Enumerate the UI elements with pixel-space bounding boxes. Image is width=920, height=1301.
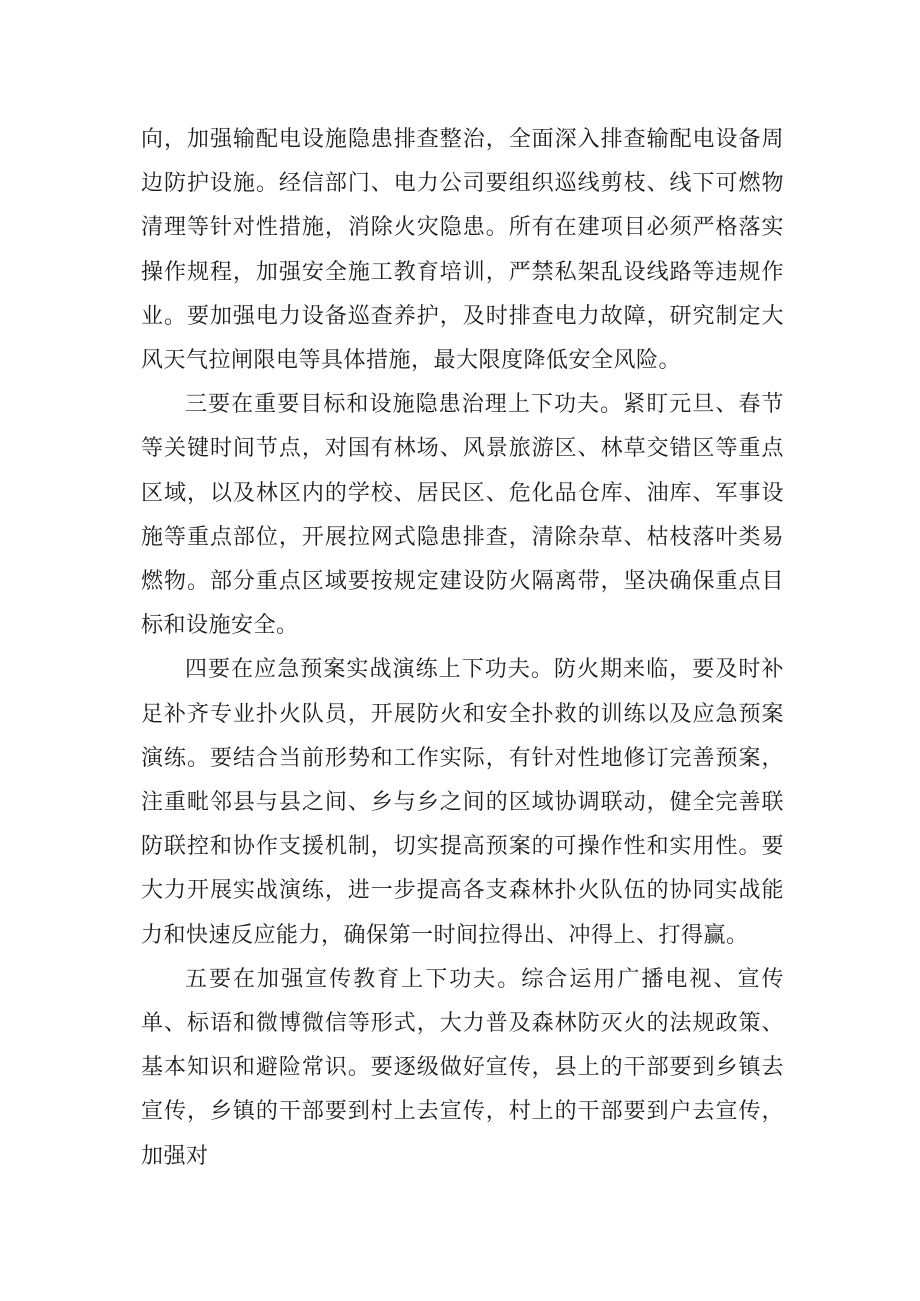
paragraph-item-five: 五要在加强宣传教育上下功夫。综合运用广播电视、宣传单、标语和微博微信等形式，大力普及森林防灭火的法规政策、基本知识和避险常识。要逐级做好宣传，县上的干部要到乡镇去宣传，乡镇的干部要到村上去宣传，村上的干部要到户去宣传，加强对 — [141, 966, 784, 1169]
paragraph-item-four: 四要在应急预案实战演练上下功夫。防火期来临，要及时补足补齐专业扑火队员，开展防火和安全扑救的训练以及应急预案演练。要结合当前形势和工作实际，有针对性地修订完善预案，注重毗邻县与县之间、乡与乡之间的区域协调联动，健全完善联防联控和协作支援机制，切实提高预案的可操作性和实用性。要大力开展实战演练，进一步提高各支森林扑火队伍的协同实战能力和快速反应能力，确保第一时间拉得出、冲得上、打得赢。 — [141, 657, 784, 948]
paragraph-item-three: 三要在重要目标和设施隐患治理上下功夫。紧盯元旦、春节等关键时间节点，对国有林场、风景旅游区、林草交错区等重点区域，以及林区内的学校、居民区、危化品仓库、油库、军事设施等重点部位，开展拉网式隐患排查，清除杂草、枯枝落叶类易燃物。部分重点区域要按规定建设防火隔离带，坚决确保重点目标和设施安全。 — [141, 392, 784, 639]
paragraph-continued: 向，加强输配电设施隐患排查整治，全面深入排查输配电设备周边防护设施。经信部门、电力公司要组织巡线剪枝、线下可燃物清理等针对性措施，消除火灾隐患。所有在建项目必须严格落实操作规程，加强安全施工教育培训，严禁私架乱设线路等违规作业。要加强电力设备巡查养护，及时排查电力故障，研究制定大风天气拉闸限电等具体措施，最大限度降低安全风险。 — [141, 127, 784, 374]
document-body — [141, 118, 784, 1179]
